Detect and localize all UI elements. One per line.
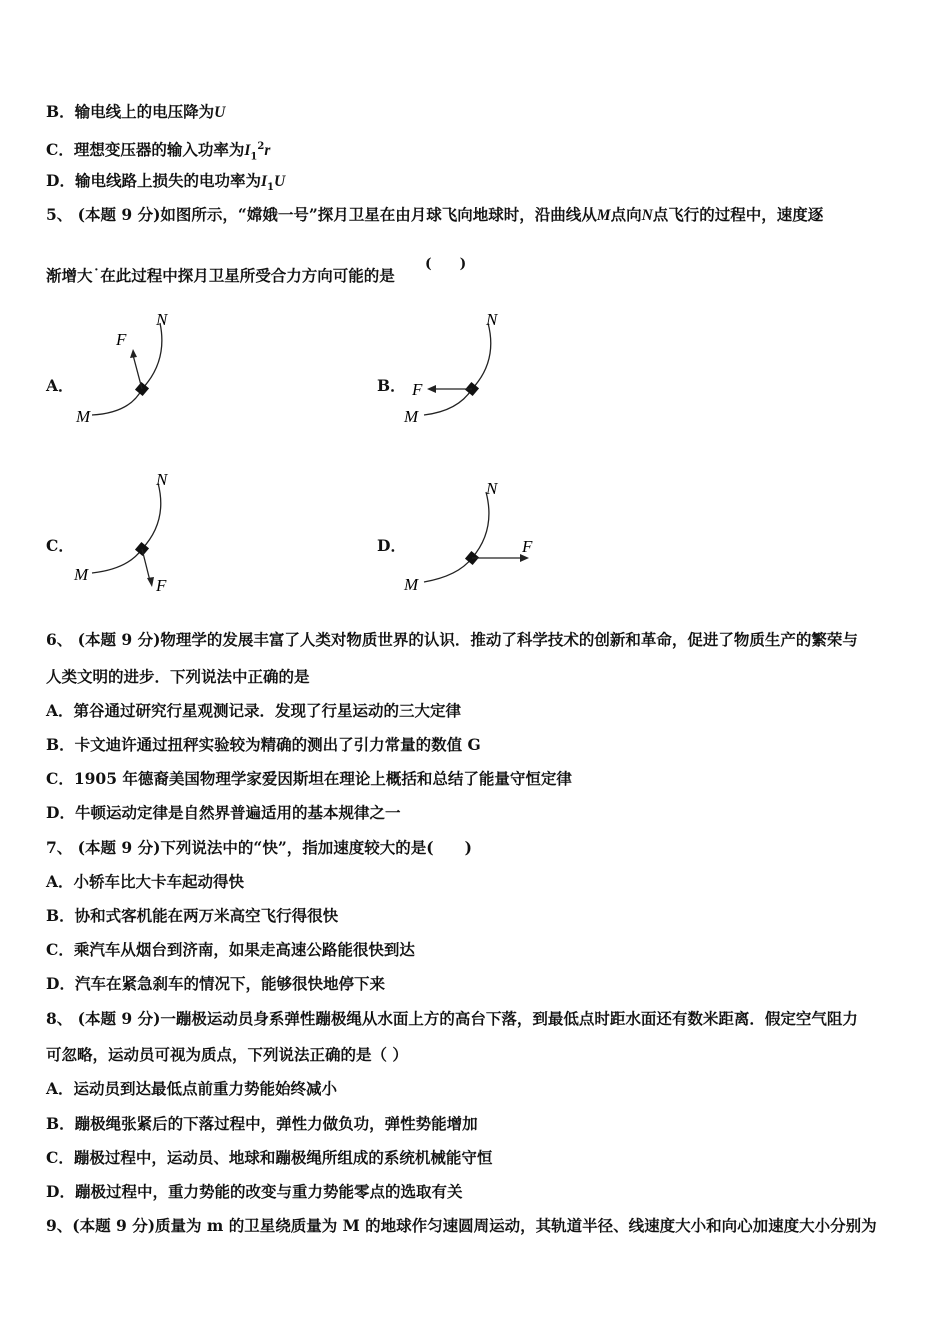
- q5-stem-line2: 渐增大˙在此过程中探月卫星所受合力方向可能的是: [46, 266, 395, 285]
- force-label-f: F: [522, 537, 533, 556]
- trajectory-diagram-c: [70, 465, 270, 615]
- q9-stem-line1: 9、(本题 9 分)质量为 m 的卫星绕质量为 M 的地球作匀速圆周运动，其轨道半径、线速度大小和向心加速度大小分别为: [46, 1216, 877, 1235]
- q6-stem-line2: 人类文明的进步．下列说法中正确的是: [46, 667, 310, 686]
- point-label-n: N: [156, 470, 168, 489]
- q5-option-a-figure: [70, 305, 270, 455]
- q4-option-c: C．理想变压器的输入功率为$I_1^2r$: [46, 140, 271, 163]
- point-label-m: M: [404, 575, 419, 594]
- q5-option-b-figure: [400, 305, 600, 455]
- point-label-n: N: [156, 310, 168, 329]
- q6-option-c: C．1905 年德裔美国物理学家爱因斯坦在理论上概括和总结了能量守恒定律: [46, 769, 572, 788]
- q5-option-c-label: C．: [46, 536, 74, 555]
- q5-option-d-figure: [400, 470, 600, 620]
- q7-option-b: B．协和式客机能在两万米高空飞行得很快: [46, 906, 339, 925]
- q5-stem-line1: 5、 (本题 9 分)如图所示，“嫦娥一号”探月卫星在由月球飞向地球时，沿曲线从M点向N点飞行的过程中，速度逐: [46, 205, 824, 224]
- force-label-f: F: [116, 330, 127, 349]
- q6-option-a: A．第谷通过研究行星观测记录．发现了行星运动的三大定律: [46, 701, 462, 720]
- point-label-n: N: [486, 310, 498, 329]
- q4-option-d: D．输电线路上损失的电功率为$I_1U$: [46, 171, 286, 194]
- trajectory-diagram-a: [70, 305, 270, 455]
- point-label-m: M: [76, 407, 91, 426]
- trajectory-diagram-d: [400, 470, 600, 620]
- q8-option-a: A．运动员到达最低点前重力势能始终减小: [46, 1079, 338, 1098]
- q6-stem-line1: 6、 (本题 9 分)物理学的发展丰富了人类对物质世界的认识．推动了科学技术的创新和革命，促进了物质生产的繁荣与: [46, 630, 858, 649]
- q7-option-d: D．汽车在紧急刹车的情况下，能够很快地停下来: [46, 974, 385, 993]
- q8-stem-line2: 可忽略，运动员可视为质点，下列说法正确的是（ ）: [46, 1045, 408, 1064]
- q5-option-c-figure: [70, 465, 270, 615]
- q7-stem: 7、 (本题 9 分)下列说法中的“快”，指加速度较大的是( ): [46, 838, 472, 857]
- q5-option-a-label: A．: [46, 376, 74, 395]
- point-label-m: M: [74, 565, 89, 584]
- q7-option-c: C．乘汽车从烟台到济南，如果走高速公路能很快到达: [46, 940, 415, 959]
- q8-stem-line1: 8、 (本题 9 分)一蹦极运动员身系弹性蹦极绳从水面上方的高台下落，到最低点时距水面还有数米距离．假定空气阻力: [46, 1009, 858, 1028]
- q6-option-d: D．牛顿运动定律是自然界普遍适用的基本规律之一: [46, 803, 401, 822]
- q5-option-b-label: B．: [377, 376, 406, 395]
- q6-option-b: B．卡文迪许通过扭秤实验较为精确的测出了引力常量的数值 G: [46, 735, 481, 754]
- force-label-f: F: [412, 380, 423, 399]
- q5-option-d-label: D．: [377, 536, 406, 555]
- trajectory-diagram-b: [400, 305, 600, 455]
- q8-option-d: D．蹦极过程中，重力势能的改变与重力势能零点的选取有关: [46, 1182, 463, 1201]
- q5-answer-paren: ( ): [425, 256, 467, 272]
- q8-option-b: B．蹦极绳张紧后的下落过程中，弹性力做负功，弹性势能增加: [46, 1114, 478, 1133]
- point-label-n: N: [486, 479, 498, 498]
- point-label-m: M: [404, 407, 419, 426]
- q4-option-b: B．输电线上的电压降为U: [46, 102, 226, 121]
- q7-option-a: A．小轿车比大卡车起动得快: [46, 872, 245, 891]
- q8-option-c: C．蹦极过程中，运动员、地球和蹦极绳所组成的系统机械能守恒: [46, 1148, 493, 1167]
- force-label-f: F: [156, 576, 167, 595]
